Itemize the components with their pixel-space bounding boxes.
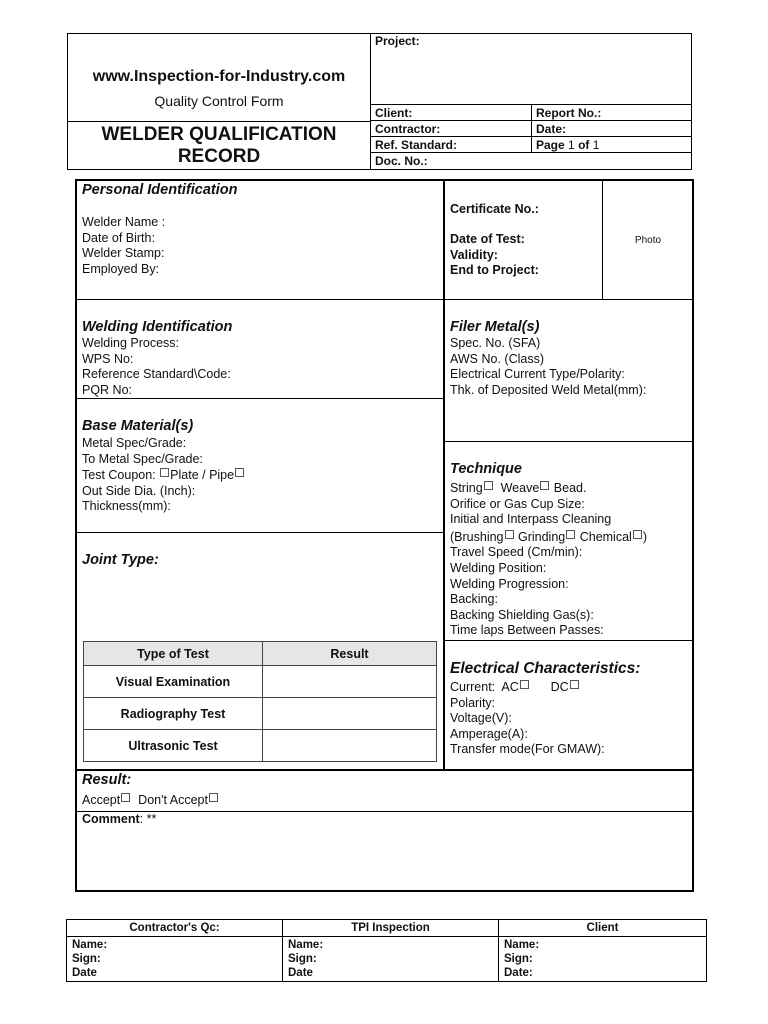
welding-progression-label: Welding Progression: — [450, 576, 569, 591]
date-label: Date: — [536, 122, 567, 136]
thickness-label: Thickness(mm): — [82, 499, 171, 514]
contractor-signature-cell[interactable] — [67, 937, 283, 982]
transfer-mode-label: Transfer mode(For GMAW): — [450, 742, 605, 757]
welding-id-fields — [82, 336, 231, 398]
name-label: Name: — [504, 939, 540, 951]
checkbox-icon[interactable] — [209, 793, 218, 802]
client-label: Client: — [375, 106, 413, 120]
doc-no-label: Doc. No.: — [375, 154, 428, 168]
checkbox-icon[interactable] — [160, 468, 169, 477]
header-divider — [67, 121, 371, 122]
test-type-cell: Radiography Test — [84, 698, 263, 730]
signature-table — [66, 919, 707, 982]
signature-row — [67, 937, 707, 982]
name-label: Name: — [72, 939, 108, 951]
checkbox-icon[interactable] — [484, 481, 493, 490]
page-indicator — [536, 138, 599, 152]
electrical-current-label: Electrical Current Type/Polarity: — [450, 367, 625, 382]
table-row — [84, 666, 437, 698]
checkbox-icon[interactable] — [633, 530, 642, 539]
time-laps-label: Time laps Between Passes: — [450, 623, 604, 638]
form-divider — [75, 769, 694, 771]
bead-label: Bead. — [553, 481, 587, 495]
string-label: String — [450, 481, 483, 495]
technique-title: Technique — [450, 461, 522, 477]
client-signature-cell[interactable] — [499, 937, 707, 982]
employed-by-label: Employed By: — [82, 261, 160, 276]
weave-label: Weave — [500, 481, 540, 495]
tpi-inspection-header: TPI Inspection — [283, 920, 499, 937]
header-divider — [531, 104, 532, 152]
date-label: Date — [288, 967, 313, 979]
dc-label: DC — [550, 680, 569, 694]
personal-identification-title: Personal Identification — [82, 182, 238, 198]
page-current: 1 — [568, 138, 575, 152]
ac-label: AC — [501, 680, 519, 694]
date-label: Date — [72, 967, 97, 979]
form-title-line2: RECORD — [177, 146, 261, 167]
electrical-characteristics-title: Electrical Characteristics: — [450, 660, 641, 677]
end-to-project-label: End to Project: — [450, 263, 539, 278]
dont-accept-label: Don't Accept — [138, 793, 208, 807]
checkbox-icon[interactable] — [235, 468, 244, 477]
grinding-label: Grinding — [517, 529, 566, 544]
photo-placeholder: Photo — [634, 235, 662, 246]
header-divider — [370, 152, 692, 153]
checkbox-icon[interactable] — [121, 793, 130, 802]
form-divider — [444, 640, 694, 641]
technique-fields — [450, 481, 647, 639]
welder-name-label: Welder Name : — [82, 215, 166, 229]
polarity-label: Polarity: — [450, 695, 496, 710]
current-row — [450, 680, 605, 696]
metal-spec-label: Metal Spec/Grade: — [82, 436, 187, 450]
filler-fields — [450, 336, 646, 398]
test-results-table — [83, 641, 437, 762]
current-label: Current: — [450, 680, 496, 694]
accept-label: Accept — [82, 793, 121, 807]
test-coupon-row — [82, 468, 245, 484]
test-type-cell: Visual Examination — [84, 666, 263, 698]
checkbox-icon[interactable] — [540, 481, 549, 490]
reference-standard-label: Reference Standard\Code: — [82, 367, 231, 382]
deposited-thickness-label: Thk. of Deposited Weld Metal(mm): — [450, 382, 647, 397]
pqr-no-label: PQR No: — [82, 382, 133, 397]
result-header: Result — [263, 642, 437, 666]
ref-standard-label: Ref. Standard: — [375, 138, 458, 152]
spec-no-label: Spec. No. (SFA) — [450, 336, 541, 350]
form-divider — [75, 811, 694, 812]
backing-label: Backing: — [450, 592, 498, 607]
test-result-cell[interactable] — [263, 698, 437, 730]
welder-stamp-label: Welder Stamp: — [82, 246, 165, 261]
form-divider — [443, 179, 445, 770]
plate-pipe-label: Plate / Pipe — [170, 468, 235, 483]
filler-metal-title: Filer Metal(s) — [450, 319, 540, 335]
brushing-label: (Brushing — [450, 529, 504, 544]
personal-fields — [82, 215, 165, 277]
joint-type-title: Joint Type: — [82, 552, 159, 568]
client-header: Client — [499, 920, 707, 937]
result-title: Result: — [82, 772, 132, 788]
checkbox-icon[interactable] — [505, 530, 514, 539]
tpi-signature-cell[interactable] — [283, 937, 499, 982]
orifice-label: Orifice or Gas Cup Size: — [450, 496, 585, 511]
signature-header-row — [67, 920, 707, 937]
voltage-label: Voltage(V): — [450, 711, 512, 726]
test-result-cell[interactable] — [263, 666, 437, 698]
sign-label: Sign: — [504, 953, 533, 965]
form-name: Quality Control Form — [154, 93, 284, 109]
test-coupon-label: Test Coupon: — [82, 468, 156, 483]
accept-row — [82, 793, 219, 809]
travel-speed-label: Travel Speed (Cm/min): — [450, 545, 583, 560]
base-material-title: Base Material(s) — [82, 418, 194, 434]
close-paren: ) — [642, 529, 647, 544]
welding-process-label: Welding Process: — [82, 336, 180, 350]
page-prefix: Page — [536, 138, 565, 152]
certificate-fields — [450, 232, 539, 279]
form-divider — [75, 532, 444, 533]
cleaning-options-row — [450, 530, 647, 546]
page-total: 1 — [592, 138, 600, 152]
page-of: of — [578, 138, 590, 152]
table-header-row — [84, 642, 437, 666]
sign-label: Sign: — [288, 953, 317, 965]
amperage-label: Amperage(A): — [450, 726, 528, 741]
welding-identification-title: Welding Identification — [82, 319, 233, 335]
table-row — [84, 698, 437, 730]
checkbox-icon[interactable] — [566, 530, 575, 539]
comment-row — [82, 812, 156, 828]
date-of-test-label: Date of Test: — [450, 232, 525, 246]
sign-label: Sign: — [72, 953, 101, 965]
date-label: Date: — [504, 967, 533, 979]
date-of-birth-label: Date of Birth: — [82, 230, 155, 245]
table-row — [84, 730, 437, 762]
certificate-no-label: Certificate No.: — [450, 202, 539, 216]
form-divider — [75, 299, 694, 300]
comment-value[interactable]: : ** — [139, 812, 157, 826]
chemical-label: Chemical — [579, 529, 632, 544]
welding-position-label: Welding Position: — [450, 560, 547, 575]
name-label: Name: — [288, 939, 324, 951]
validity-label: Validity: — [450, 247, 498, 262]
bead-type-row — [450, 481, 647, 497]
form-title-line1: WELDER QUALIFICATION — [101, 124, 337, 145]
wps-no-label: WPS No: — [82, 351, 134, 366]
backing-gas-label: Backing Shielding Gas(s): — [450, 607, 594, 622]
cleaning-label: Initial and Interpass Cleaning — [450, 512, 612, 527]
to-metal-spec-label: To Metal Spec/Grade: — [82, 451, 203, 466]
comment-label: Comment — [82, 812, 140, 826]
project-label: Project: — [375, 34, 420, 48]
checkbox-icon[interactable] — [520, 680, 529, 689]
aws-no-label: AWS No. (Class) — [450, 351, 544, 366]
report-no-label: Report No.: — [536, 106, 602, 120]
electrical-fields — [450, 680, 605, 758]
test-type-cell: Ultrasonic Test — [84, 730, 263, 762]
contractor-qc-header: Contractor's Qc: — [67, 920, 283, 937]
test-result-cell[interactable] — [263, 730, 437, 762]
contractor-label: Contractor: — [375, 122, 441, 136]
website-url[interactable]: www.Inspection-for-Industry.com — [92, 68, 346, 85]
form-divider — [444, 441, 694, 442]
type-of-test-header: Type of Test — [84, 642, 263, 666]
outside-dia-label: Out Side Dia. (Inch): — [82, 483, 196, 498]
checkbox-icon[interactable] — [570, 680, 579, 689]
base-fields — [82, 436, 245, 515]
